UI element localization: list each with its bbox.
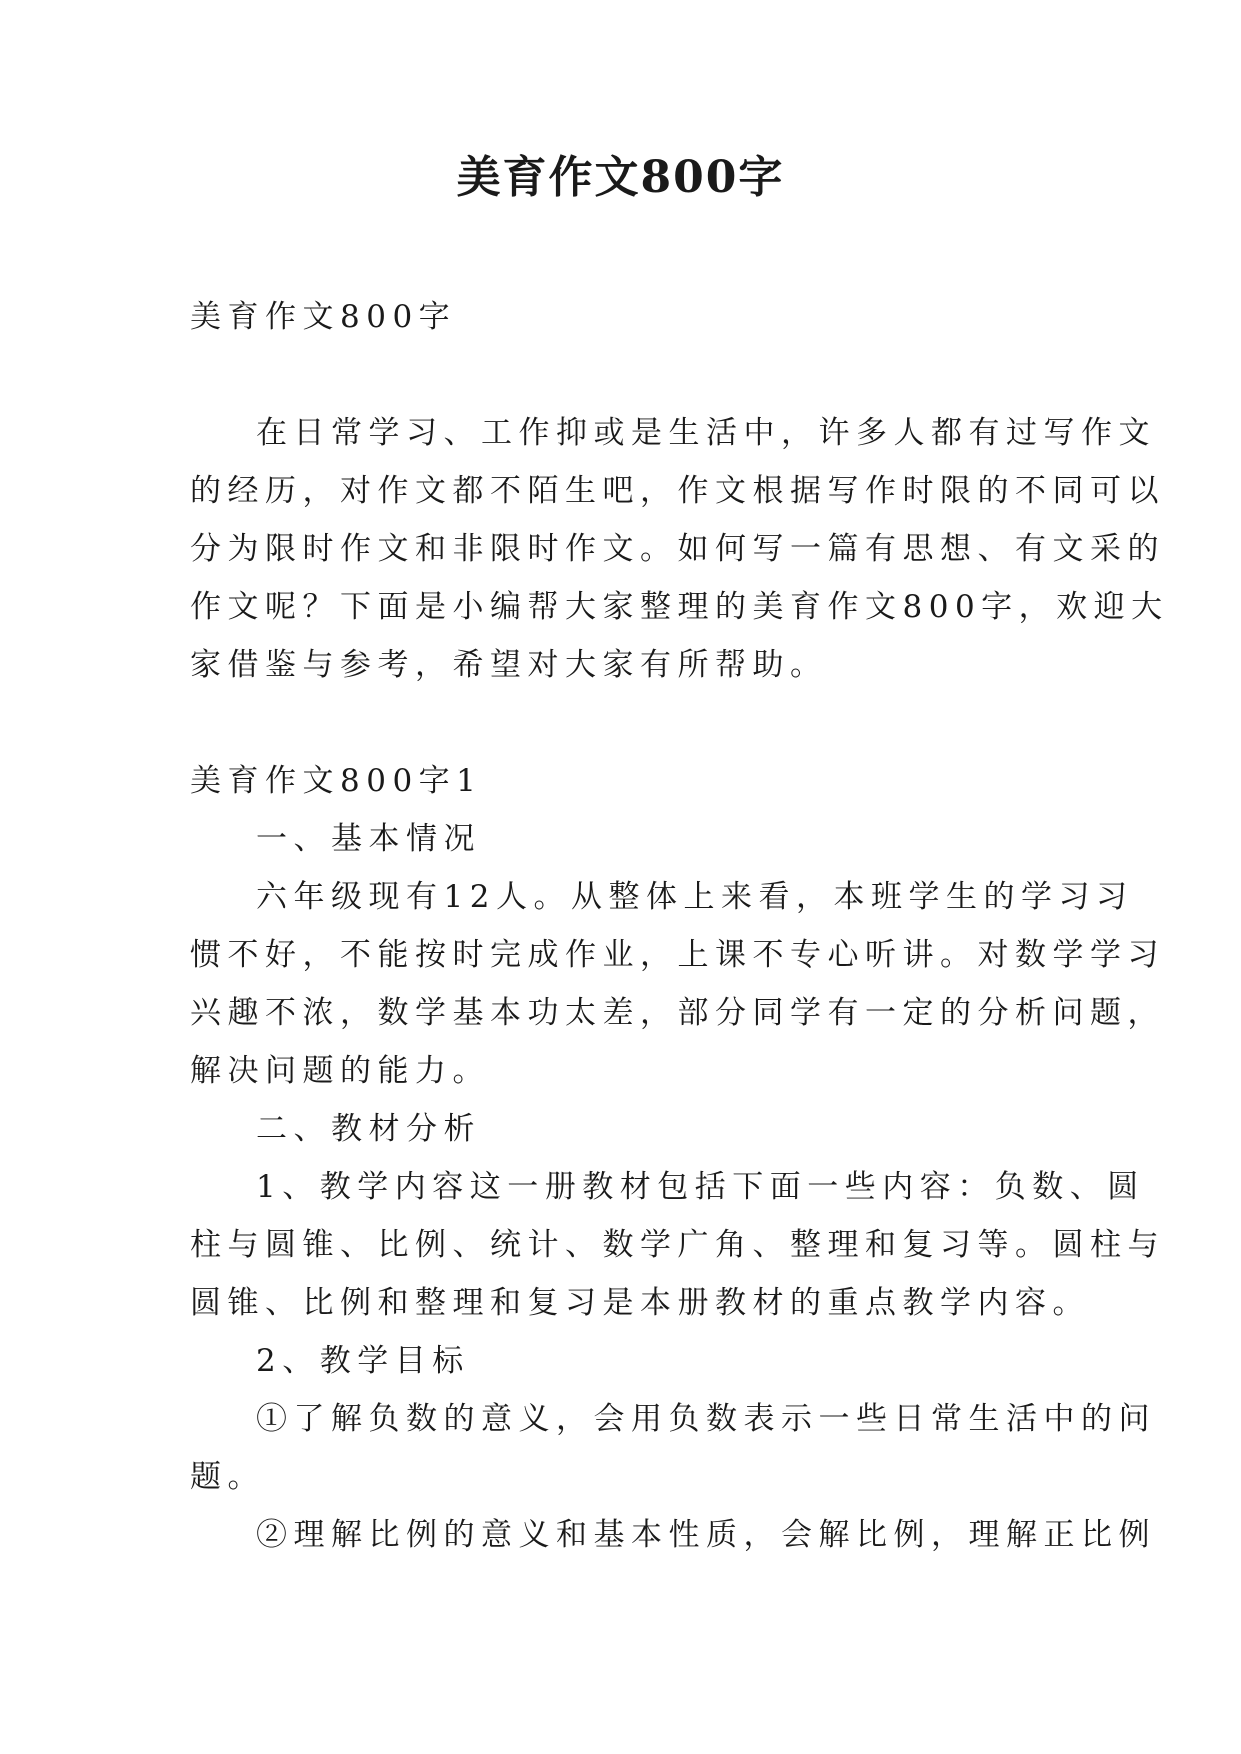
body-line: 题。 <box>190 1459 265 1495</box>
body-line: ①了解负数的意义，会用负数表示一些日常生活中的问 <box>256 1401 1156 1437</box>
body-line: 柱与圆锥、比例、统计、数学广角、整理和复习等。圆柱与 <box>190 1227 1165 1263</box>
subheading: 一、基本情况 <box>256 821 481 857</box>
subheading: 2、教学目标 <box>256 1343 470 1379</box>
section-heading: 美育作文800字1 <box>190 763 483 799</box>
subtitle-line: 美育作文800字 <box>190 299 457 335</box>
intro-line: 分为限时作文和非限时作文。如何写一篇有思想、有文采的 <box>190 531 1165 567</box>
body-line: 惯不好，不能按时完成作业，上课不专心听讲。对数学学习 <box>190 937 1165 973</box>
intro-line: 作文呢？下面是小编帮大家整理的美育作文800字，欢迎大 <box>190 589 1169 625</box>
spacer <box>190 694 1050 752</box>
document-body <box>190 288 1169 1564</box>
spacer <box>190 346 1050 404</box>
body-line: 1、教学内容这一册教材包括下面一些内容：负数、圆 <box>256 1169 1145 1205</box>
intro-line: 家借鉴与参考，希望对大家有所帮助。 <box>190 647 828 683</box>
intro-line: 在日常学习、工作抑或是生活中，许多人都有过写作文 <box>256 415 1156 451</box>
body-line: ②理解比例的意义和基本性质，会解比例，理解正比例 <box>256 1517 1156 1553</box>
body-line: 圆锥、比例和整理和复习是本册教材的重点教学内容。 <box>190 1285 1090 1321</box>
body-line: 六年级现有12人。从整体上来看，本班学生的学习习 <box>256 879 1134 915</box>
intro-line: 的经历，对作文都不陌生吧，作文根据写作时限的不同可以 <box>190 473 1165 509</box>
document-title: 美育作文800字 <box>456 152 785 203</box>
subheading: 二、教材分析 <box>256 1111 481 1147</box>
body-line: 兴趣不浓，数学基本功太差，部分同学有一定的分析问题， <box>190 995 1165 1031</box>
body-line: 解决问题的能力。 <box>190 1053 490 1089</box>
